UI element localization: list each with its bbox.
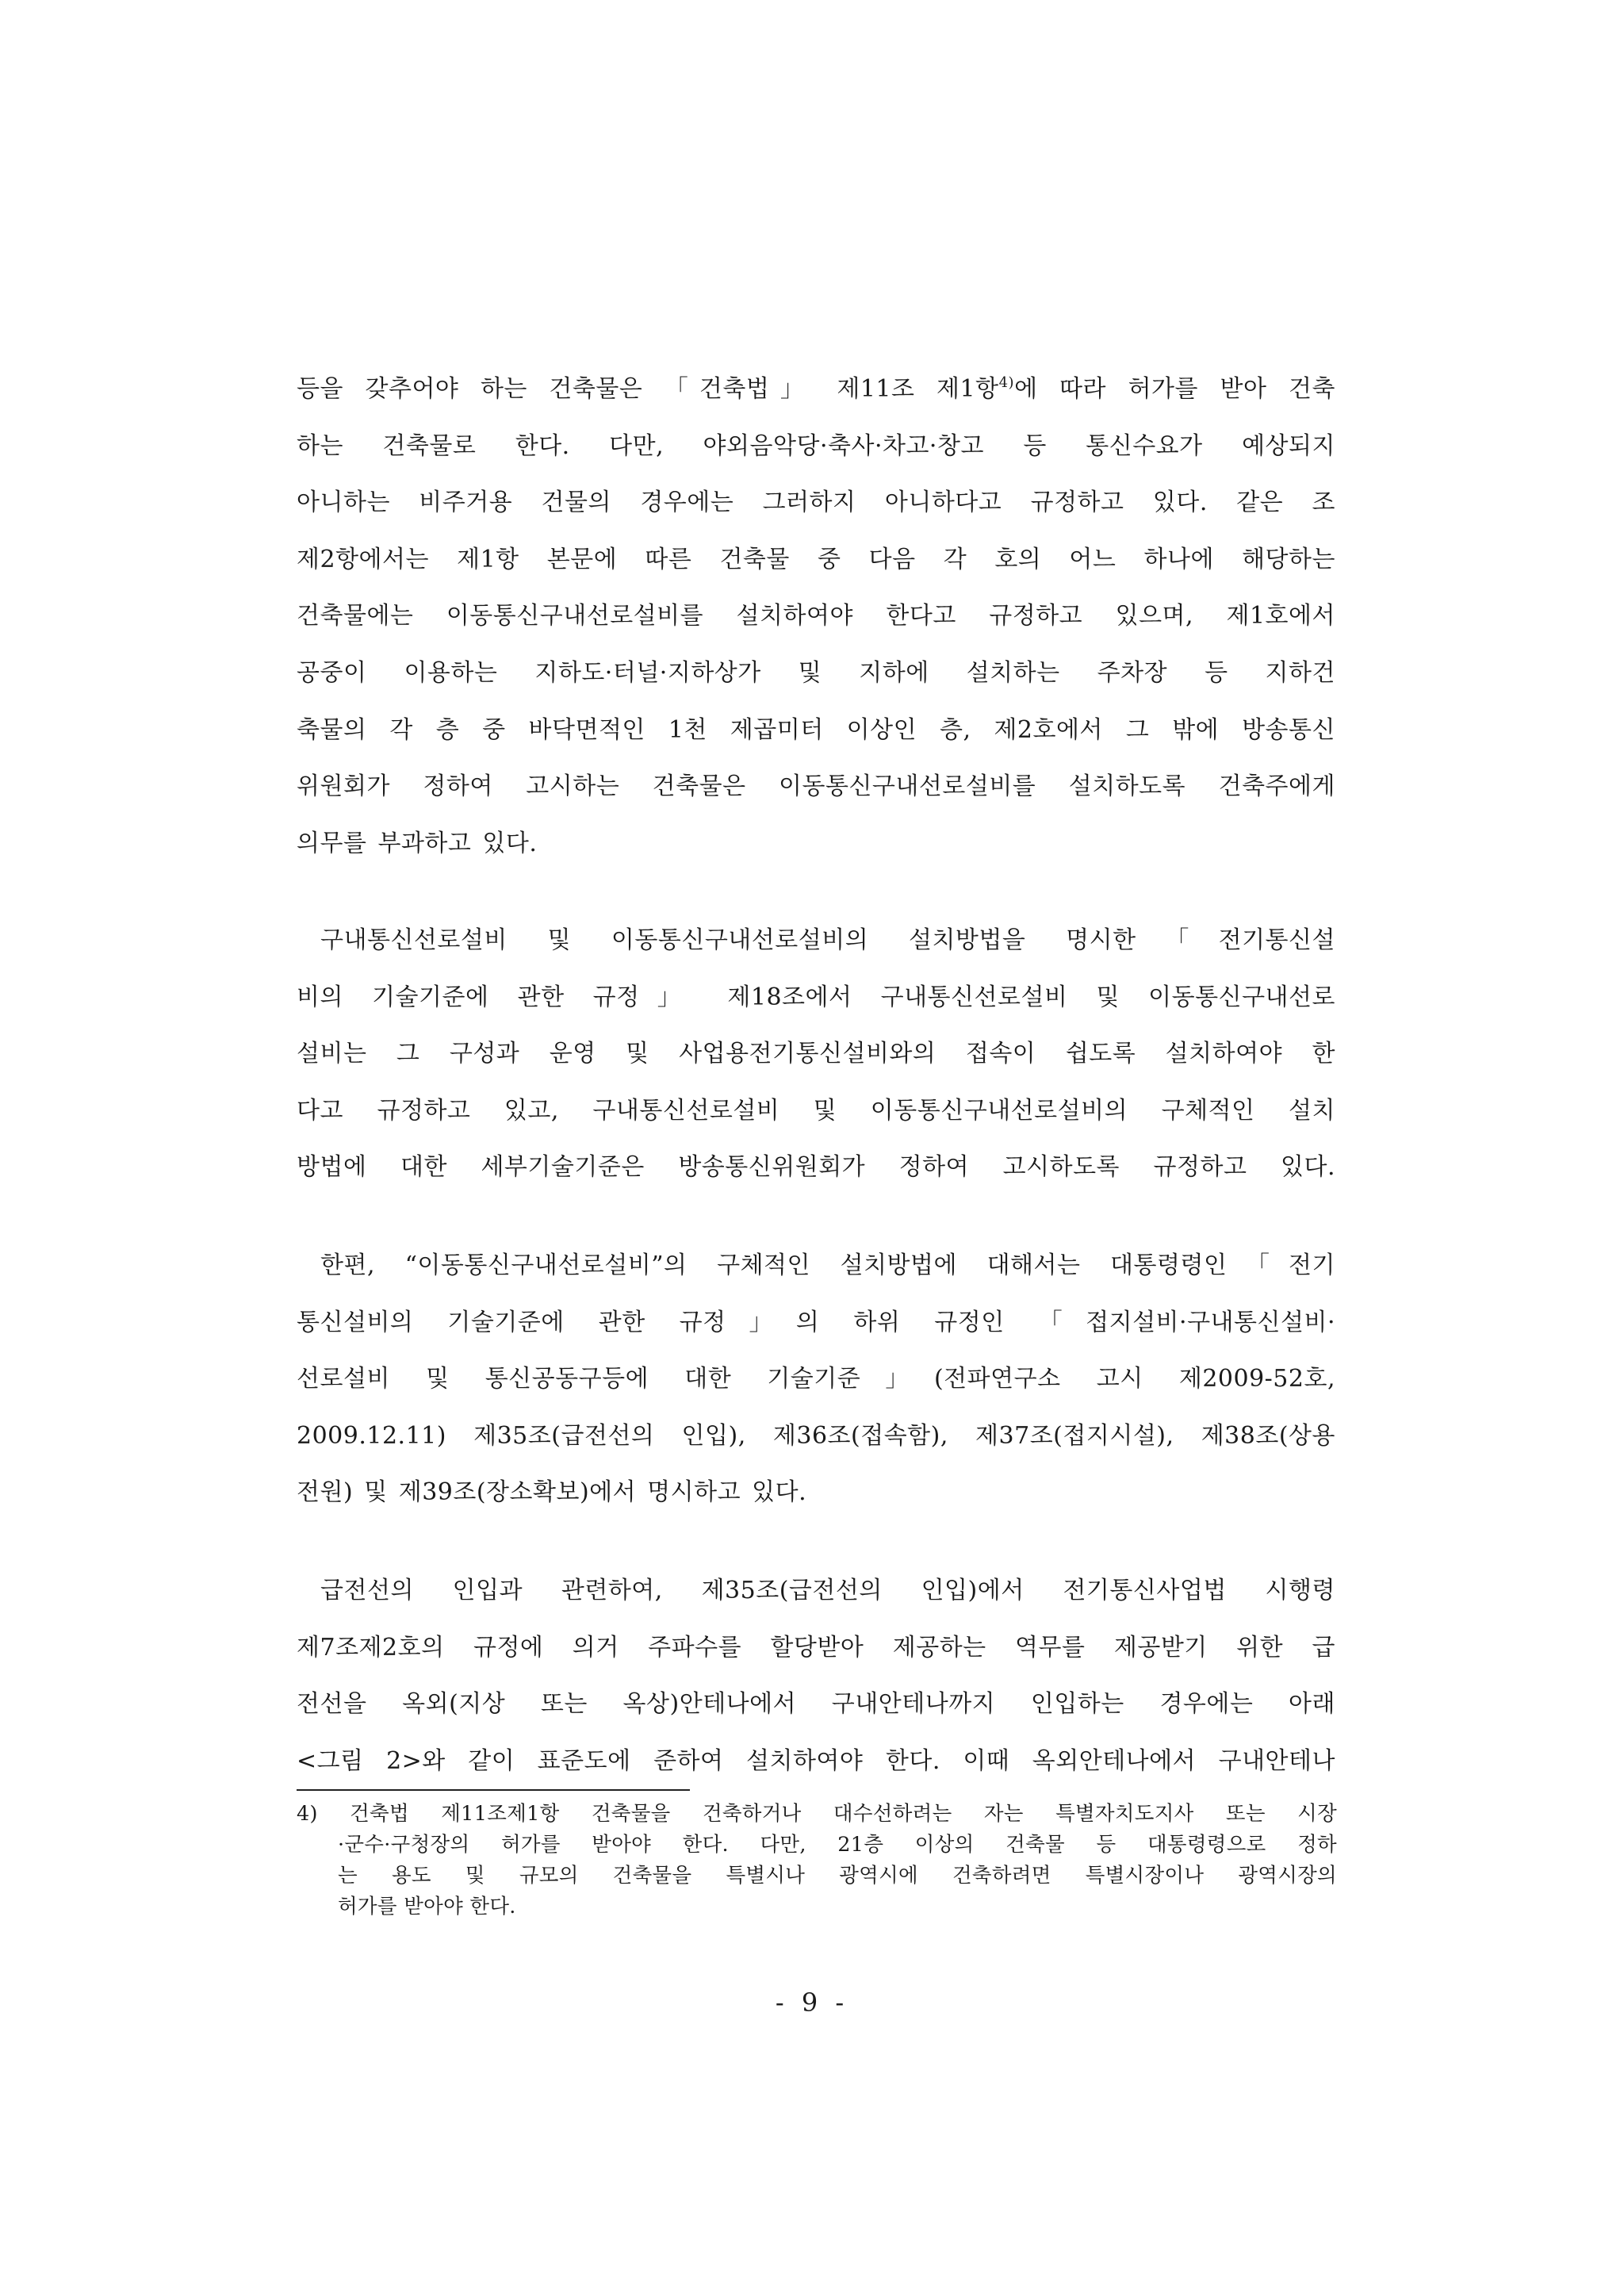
paragraph-line: 건축물에는 이동통신구내선로설비를 설치하여야 한다고 규정하고 있으며, 제1호에서 xyxy=(297,602,1335,631)
paragraph-line-text: 등을 갖추어야 하는 건축물은 「건축법」 제11조 제1항 xyxy=(297,375,999,403)
paragraph-line: 제2항에서는 제1항 본문에 따른 건축물 중 다음 각 호의 어느 하나에 해당하는 xyxy=(297,545,1335,573)
paragraph-building-law xyxy=(297,361,1335,872)
paragraph-line: 설비는 그 구성과 운영 및 사업용전기통신설비와의 접속이 쉽도록 설치하여야 한 xyxy=(297,1040,1335,1068)
paragraph-line: 전선을 옥외(지상 또는 옥상)안테나에서 구내안테나까지 인입하는 경우에는 아래 xyxy=(297,1690,1335,1719)
paragraph-line: 위원회가 정하여 고시하는 건축물은 이동통신구내선로설비를 설치하도록 건축주에게 xyxy=(297,772,1335,801)
paragraph-line: 공중이 이용하는 지하도·터널·지하상가 및 지하에 설치하는 주차장 등 지하건 xyxy=(297,658,1335,687)
paragraph-line: 하는 건축물로 한다. 다만, 야외음악당·축사·차고·창고 등 통신수요가 예상되지 xyxy=(297,431,1335,460)
paragraph-feeder-lines xyxy=(297,1562,1335,1789)
paragraph-line: 선로설비 및 통신공동구등에 대한 기술기준」(전파연구소 고시 제2009-52호, xyxy=(297,1365,1335,1393)
footnote-line: 허가를 받아야 한다. xyxy=(338,1895,516,1918)
footnote-reference[interactable]: 4) xyxy=(998,374,1015,391)
paragraph-line: 구내통신선로설비 및 이동통신구내선로설비의 설치방법을 명시한「전기통신설 xyxy=(320,926,1335,954)
paragraph-wiring-standards xyxy=(297,912,1335,1196)
page-number: - 9 - xyxy=(775,1987,849,2018)
paragraph-line: <그림 2>와 같이 표준도에 준하여 설치하여야 한다. 이때 옥외안테나에서 구내안테나 xyxy=(297,1746,1335,1775)
paragraph-line: 의무를 부과하고 있다. xyxy=(297,829,538,857)
footnote-line: 는 용도 및 규모의 건축물을 특별시나 광역시에 건축하려면 특별시장이나 광역시장의 xyxy=(338,1864,1337,1888)
footnote-line: 4) 건축법 제11조제1항 건축물을 건축하거나 대수선하려는 자는 특별자치도지사 또는 시장 xyxy=(297,1802,1337,1826)
footnote xyxy=(297,1799,1337,1922)
footnote-line: ·군수·구청장의 허가를 받아야 한다. 다만, 21층 이상의 건축물 등 대통령령으로 정하 xyxy=(338,1833,1337,1857)
paragraph-line: 전원) 및 제39조(장소확보)에서 명시하고 있다. xyxy=(297,1478,807,1507)
paragraph-line: 방법에 대한 세부기술기준은 방송통신위원회가 정하여 고시하도록 규정하고 있다. xyxy=(297,1153,1335,1182)
paragraph-line: 제7조제2호의 규정에 의거 주파수를 할당받아 제공하는 역무를 제공받기 위한 급 xyxy=(297,1633,1335,1662)
paragraph-line: 다고 규정하고 있고, 구내통신선로설비 및 이동통신구내선로설비의 구체적인 설치 xyxy=(297,1096,1335,1125)
paragraph-line: 2009.12.11) 제35조(급전선의 인입), 제36조(접속함), 제37조(접지시설), 제38조(상용 xyxy=(297,1421,1335,1450)
paragraph-line: 한편, “이동통신구내선로설비”의 구체적인 설치방법에 대해서는 대통령령인「전기 xyxy=(320,1251,1335,1279)
footnote-divider xyxy=(297,1789,690,1791)
paragraph-line: 축물의 각 층 중 바닥면적인 1천 제곱미터 이상인 층, 제2호에서 그 밖에 방송통신 xyxy=(297,715,1335,744)
paragraph-line: 비의 기술기준에 관한 규정」 제18조에서 구내통신선로설비 및 이동통신구내선로 xyxy=(297,983,1335,1011)
paragraph-line-text: 에 따라 허가를 받아 건축 xyxy=(1014,375,1335,403)
paragraph-installation-methods xyxy=(297,1237,1335,1521)
paragraph-line: 통신설비의 기술기준에 관한 규정」의 하위 규정인 「접지설비·구내통신설비· xyxy=(297,1308,1335,1336)
paragraph-line xyxy=(297,361,1335,418)
paragraph-line: 아니하는 비주거용 건물의 경우에는 그러하지 아니하다고 규정하고 있다. 같은 조 xyxy=(297,489,1335,517)
paragraph-line: 급전선의 인입과 관련하여, 제35조(급전선의 인입)에서 전기통신사업법 시행령 xyxy=(320,1577,1335,1604)
